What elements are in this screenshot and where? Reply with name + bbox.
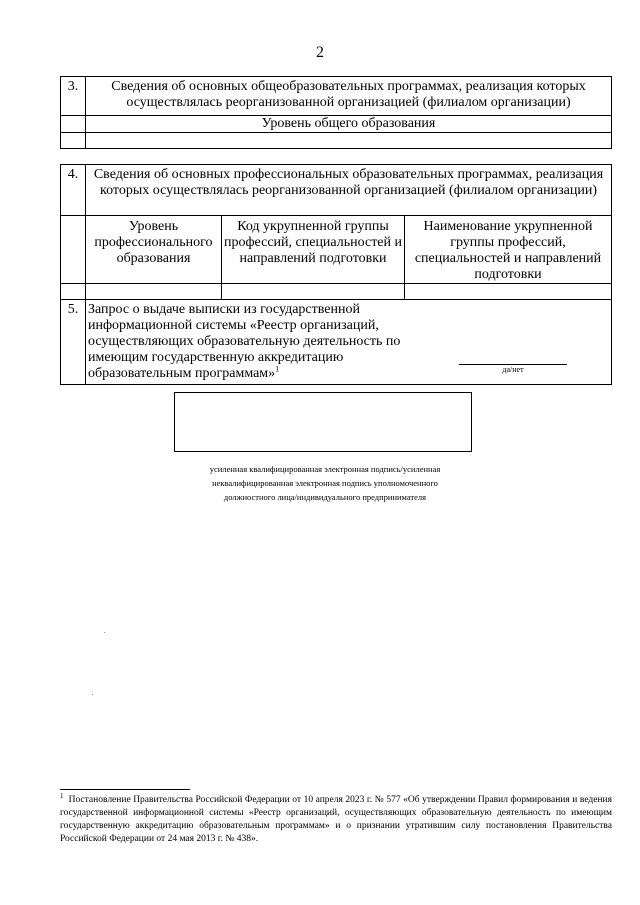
row-4-title-text: Сведения об основных профессиональных образовательных программах, реализация которых осуществлялась реорганизованной организацией (филиалом организации)	[86, 165, 612, 216]
footnote-text: Постановление Правительства Российской Федерации от 10 апреля 2023 г. № 577 «Об утверждении Правил формирования и ведения государственной информационной системы «Реестр организаций, осуществляющих образовательную деятельность по имеющим государственную аккредитацию образовательным программам» и о признании утратившим силу постановления Правительства Российской Федерации от 24 мая 2013 г. № 438».	[60, 795, 613, 844]
row-3-title	[61, 77, 612, 116]
scan-speck	[92, 694, 93, 695]
name-value-cell[interactable]	[405, 284, 612, 300]
signature-box[interactable]	[174, 392, 472, 452]
row-5-cell	[86, 300, 612, 385]
blank-cell	[61, 133, 86, 149]
row-5	[61, 300, 612, 385]
footnote-mark: 1	[60, 791, 64, 800]
col-header-name: Наименование укрупненной группы профессий, специальностей и направлений подготовки	[405, 216, 612, 284]
yes-no-field[interactable]: да/нет	[459, 364, 567, 374]
blank-cell	[61, 116, 86, 133]
row-number: 5.	[61, 300, 86, 385]
blank-cell	[61, 284, 86, 300]
blank-cell	[61, 216, 86, 284]
application-form-table	[60, 76, 612, 385]
spacer-row	[61, 149, 612, 165]
signature-caption	[160, 462, 490, 504]
extract-request-text	[86, 300, 420, 382]
col-header-level: Уровень профессионального образования	[86, 216, 222, 284]
code-value-cell[interactable]	[222, 284, 405, 300]
row-3-title-text: Сведения об основных общеобразовательных программах, реализация которых осуществлялась реорганизованной организацией (филиалом организации)	[86, 77, 612, 116]
row-4-title	[61, 165, 612, 216]
row-3-entry	[61, 133, 612, 149]
footnote-reference: 1	[275, 364, 280, 374]
row-4-entry	[61, 284, 612, 300]
scan-speck	[104, 632, 105, 633]
general-education-level-header: Уровень общего образования	[86, 116, 612, 133]
level-value-cell[interactable]	[86, 284, 222, 300]
spacer-cell	[61, 149, 612, 165]
footnote	[60, 791, 613, 846]
row-3-header	[61, 116, 612, 133]
row-number: 3.	[61, 77, 86, 116]
page-number: 2	[316, 44, 324, 61]
row-4-headers	[61, 216, 612, 284]
footnote-separator	[60, 789, 190, 790]
row-number: 4.	[61, 165, 86, 216]
signature-caption-line: должностного лица/индивидуального предпринимателя	[223, 492, 427, 502]
col-header-code: Код укрупненной группы профессий, специальностей и направлений подготовки	[222, 216, 405, 284]
general-education-level-value[interactable]	[86, 133, 612, 149]
signature-caption-line: неквалифицированная электронная подпись уполномоченного	[212, 478, 438, 488]
extract-request-label: Запрос о выдаче выписки из государственной информационной системы «Реестр организаций, осуществляющих образовательную деятельность по имеющим государственную аккредитацию образовательным программам»	[88, 302, 401, 381]
signature-caption-line: усиленная квалифицированная электронная подпись/усиленная	[209, 464, 441, 474]
